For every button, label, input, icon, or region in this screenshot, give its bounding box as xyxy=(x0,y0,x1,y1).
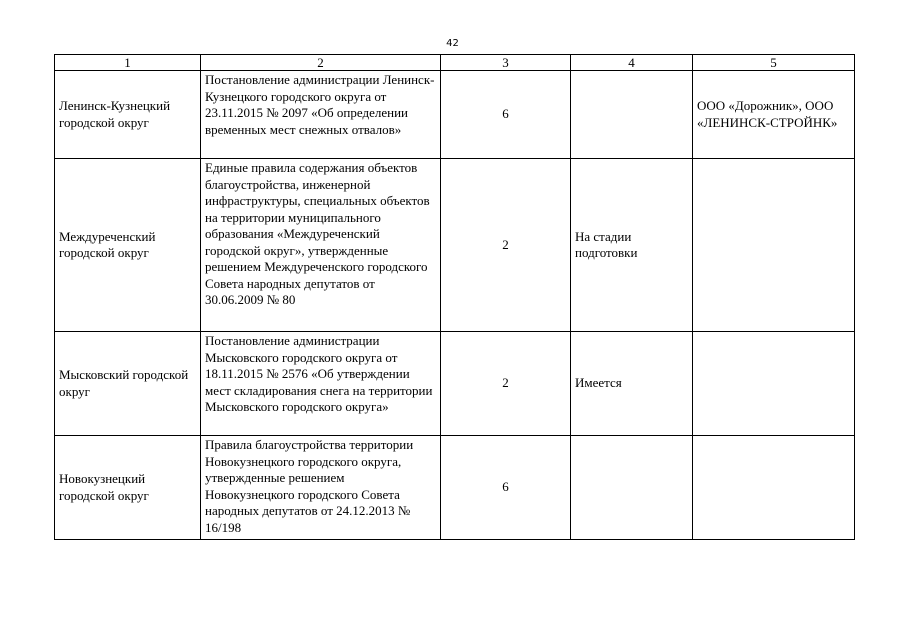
page-number: 42 xyxy=(446,38,459,49)
district-cell: Мысковский городской округ xyxy=(55,332,201,436)
table-row xyxy=(55,436,855,540)
document-cell: Постановление администрации Мысковского городского округа от 18.11.2015 № 2576 «Об утверждении мест складирования снега на территории Мысковского городского округа» xyxy=(201,332,441,436)
document-cell: Постановление администрации Ленинск-Кузнецкого городского округа от 23.11.2015 № 2097 «Об определении временных мест снежных отвалов» xyxy=(201,71,441,159)
column-header-2: 2 xyxy=(201,55,441,71)
district-cell: Междуреченский городской округ xyxy=(55,159,201,332)
column-header-4: 4 xyxy=(571,55,693,71)
count-cell: 6 xyxy=(441,71,571,159)
status-cell xyxy=(571,436,693,540)
contractors-cell: ООО «Дорожник», ООО «ЛЕНИНСК-СТРОЙНК» xyxy=(693,71,855,159)
contractors-cell xyxy=(693,436,855,540)
document-cell: Единые правила содержания объектов благоустройства, инженерной инфраструктуры, специальных объектов на территории муниципального образования «Междуреченский городской округ», утвержденные решением Междуреченского городского Совета народных депутатов от 30.06.2009 № 80 xyxy=(201,159,441,332)
district-cell: Ленинск-Кузнецкий городской округ xyxy=(55,71,201,159)
table-row xyxy=(55,159,855,332)
column-header-3: 3 xyxy=(441,55,571,71)
status-cell: На стадии подготовки xyxy=(571,159,693,332)
table-row xyxy=(55,71,855,159)
status-cell: Имеется xyxy=(571,332,693,436)
contractors-cell xyxy=(693,332,855,436)
data-table xyxy=(54,54,855,540)
count-cell: 2 xyxy=(441,332,571,436)
district-cell: Новокузнецкий городской округ xyxy=(55,436,201,540)
table-header-row xyxy=(55,55,855,71)
status-cell xyxy=(571,71,693,159)
count-cell: 6 xyxy=(441,436,571,540)
column-header-1: 1 xyxy=(55,55,201,71)
document-cell: Правила благоустройства территории Новокузнецкого городского округа, утвержденные решением Новокузнецкого городского Совета народных депутатов от 24.12.2013 № 16/198 xyxy=(201,436,441,540)
table-row xyxy=(55,332,855,436)
column-header-5: 5 xyxy=(693,55,855,71)
contractors-cell xyxy=(693,159,855,332)
count-cell: 2 xyxy=(441,159,571,332)
